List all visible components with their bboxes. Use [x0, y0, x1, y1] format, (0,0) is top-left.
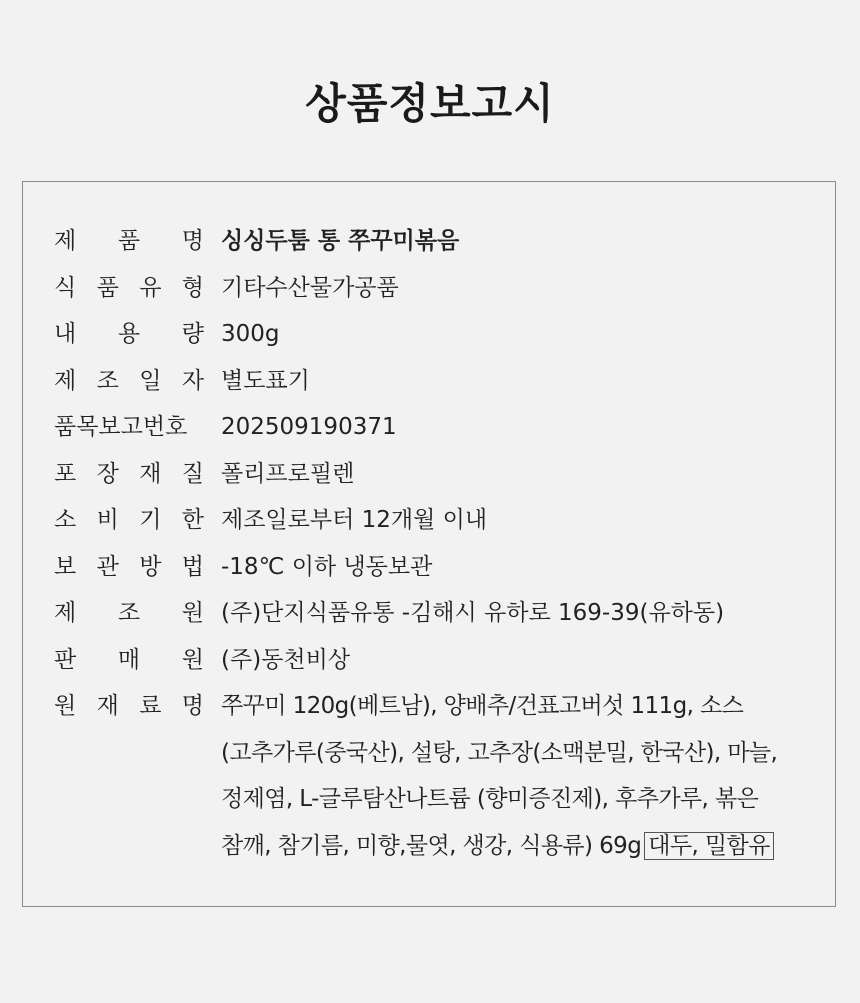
row-label: 포 장 재 질 — [54, 460, 204, 487]
row-manufacture-date — [54, 358, 824, 405]
row-label: 판 매 원 — [54, 646, 204, 673]
row-label: 제 조 일 자 — [54, 367, 204, 394]
ingredients-line: 정제염, L-글루탐산나트륨 (향미증진제), 후추가루, 볶은 — [221, 786, 759, 812]
ingredients-line: (고추가루(중국산), 설탕, 고추장(소맥분밀, 한국산), 마늘, — [221, 739, 778, 766]
food-type-value: 기타수산물가공품 — [221, 274, 399, 301]
storage-value: -18℃ 이하 냉동보관 — [221, 553, 433, 580]
info-rows — [54, 218, 824, 869]
ingredients-value — [221, 683, 824, 869]
expiry-value: 제조일로부터 12개월 이내 — [221, 507, 488, 533]
manufacturer-value: (주)단지식품유통 -김해시 유하로 169-39(유하동) — [221, 600, 725, 626]
row-label: 제 조 원 — [54, 600, 204, 626]
report-number-value: 202509190371 — [221, 414, 397, 440]
row-label: 소 비 기 한 — [54, 507, 204, 533]
ingredients-line: 쭈꾸미 120g(베트남), 양배추/건표고버섯 111g, 소스 — [221, 693, 744, 719]
row-packaging — [54, 451, 824, 498]
row-ingredients — [54, 683, 824, 869]
row-label: 보 관 방 법 — [54, 553, 204, 580]
row-content-amount — [54, 311, 824, 358]
seller-value: (주)동천비상 — [221, 646, 351, 673]
row-label: 식 품 유 형 — [54, 274, 204, 301]
row-label: 품목보고번호 — [54, 414, 188, 440]
allergen-notice: 대두, 밀함유 — [644, 832, 774, 860]
row-label: 내 용 량 — [54, 321, 204, 347]
content-amount-value: 300g — [221, 321, 280, 347]
row-label: 제 품 명 — [54, 228, 204, 254]
page-title: 상품정보고시 — [305, 79, 555, 128]
row-product-name — [54, 218, 824, 265]
packaging-value: 폴리프로필렌 — [221, 460, 355, 487]
row-manufacturer — [54, 590, 824, 637]
row-report-number — [54, 404, 824, 451]
row-label: 원 재 료 명 — [54, 693, 204, 719]
row-storage — [54, 544, 824, 591]
manufacture-date-value: 별도표기 — [221, 367, 310, 394]
row-seller — [54, 637, 824, 684]
ingredients-line-last: 참깨, 참기름, 미향,물엿, 생강, 식용류) 69g 대두, 밀함유 — [221, 823, 824, 870]
product-name-value: 싱싱두툼 통 쭈꾸미볶음 — [221, 228, 460, 254]
row-food-type — [54, 265, 824, 312]
product-info-table — [22, 181, 836, 907]
row-expiry — [54, 497, 824, 544]
